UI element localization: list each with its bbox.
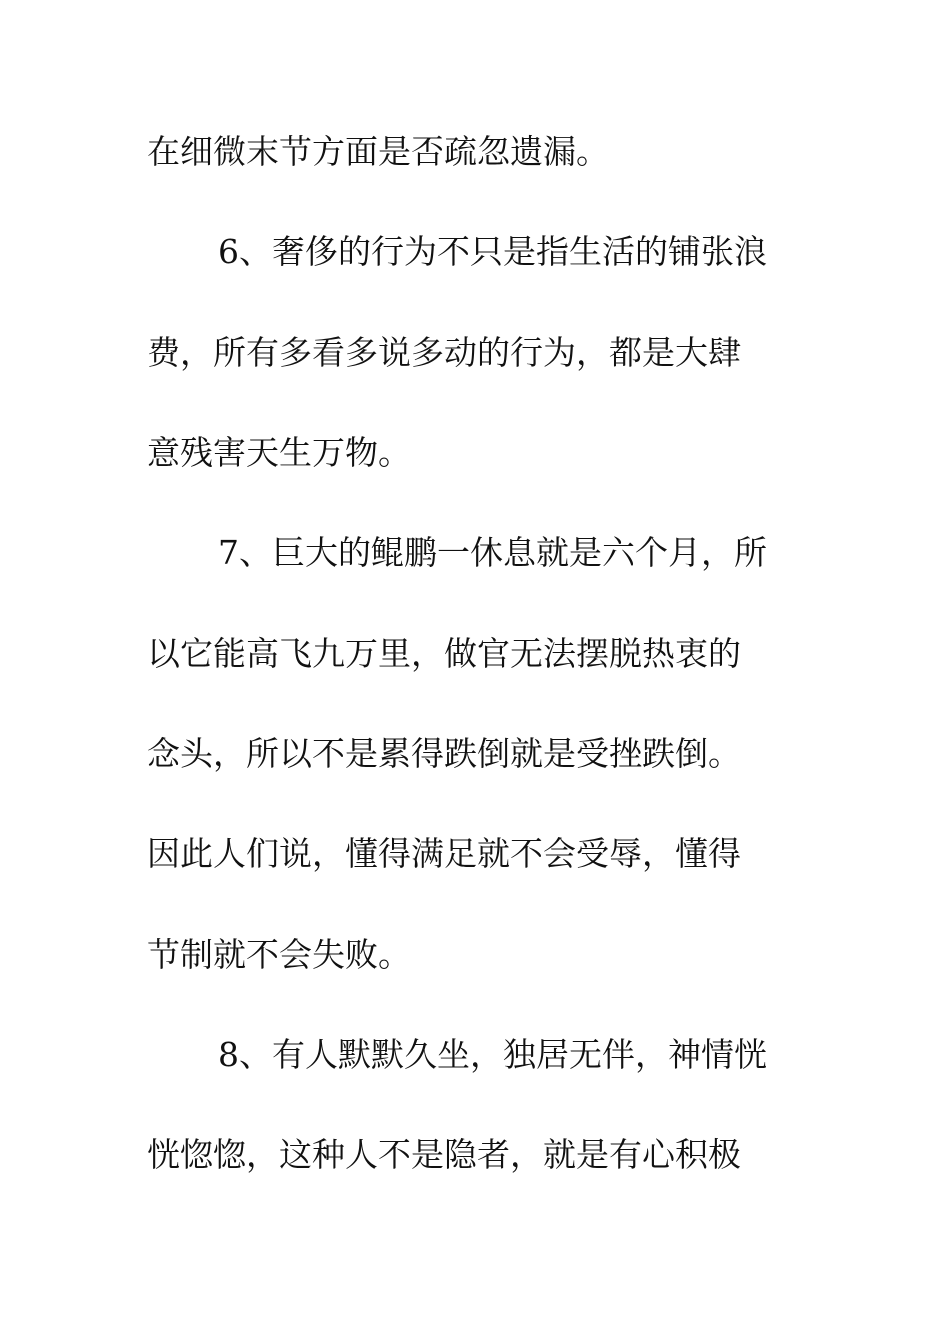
paragraph-7-line-1: 7、巨大的鲲鹏一休息就是六个月，所 — [218, 533, 767, 572]
text-line: 在细微末节方面是否疏忽遗漏。 — [147, 132, 609, 171]
text-line: 念头，所以不是累得跌倒就是受挫跌倒。 — [147, 734, 741, 773]
text-line: 以它能高飞九万里，做官无法摆脱热衷的 — [147, 634, 741, 673]
text-line: 节制就不会失败。 — [147, 935, 411, 974]
text-line: 恍惚惚，这种人不是隐者，就是有心积极 — [147, 1135, 741, 1174]
text-line: 因此人们说，懂得满足就不会受辱，懂得 — [147, 834, 741, 873]
paragraph-6-line-1: 6、奢侈的行为不只是指生活的铺张浪 — [218, 232, 767, 271]
paragraph-8-line-1: 8、有人默默久坐，独居无伴，神情恍 — [218, 1035, 767, 1074]
text-line: 意残害天生万物。 — [147, 433, 411, 472]
text-line: 费，所有多看多说多动的行为，都是大肆 — [147, 333, 741, 372]
